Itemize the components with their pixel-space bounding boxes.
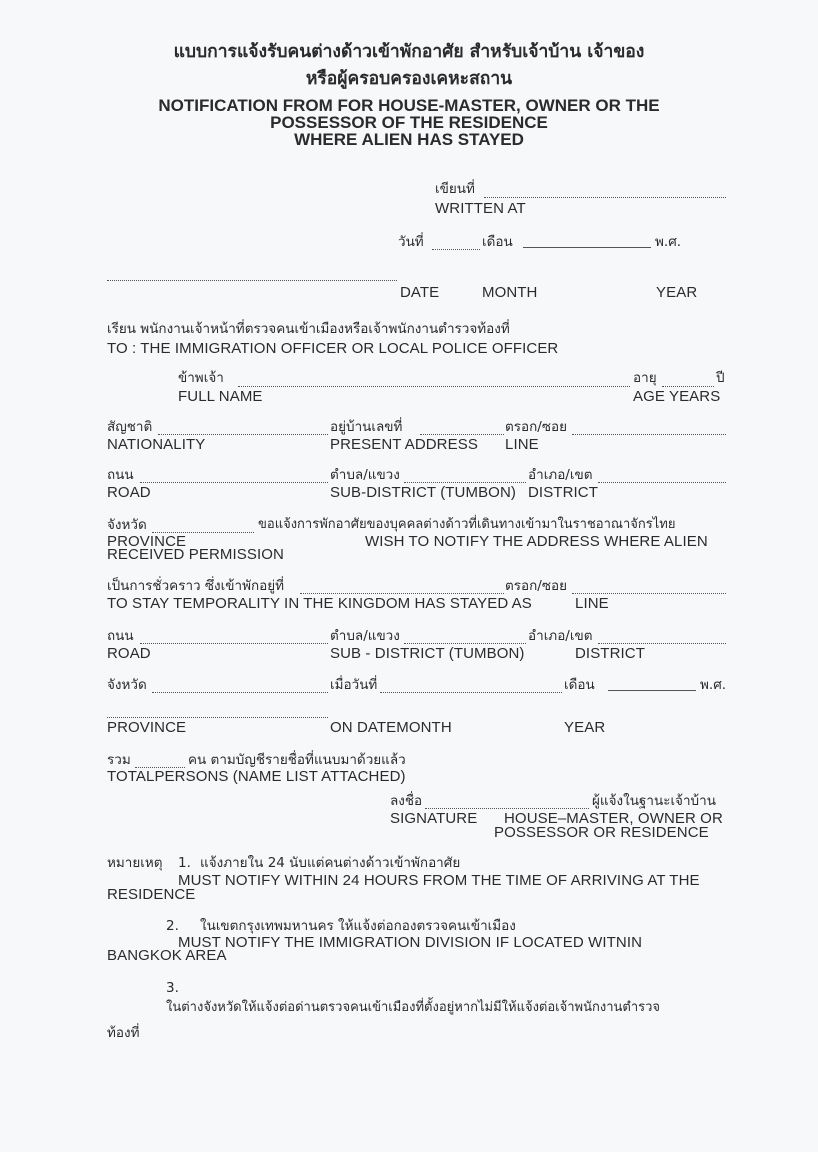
month2-field[interactable] [608, 690, 696, 691]
title-english-line-1: NOTIFICATION FROM FOR HOUSE-MASTER, OWNER OR THE [158, 96, 660, 115]
year2-label-th: พ.ศ. [700, 677, 727, 693]
signature-field[interactable] [425, 808, 589, 809]
remark-3-text-th-1: ในต่างจังหวัดให้แจ้งต่อด่านตรวจคนเข้าเมืองที่ตั้งอยู่หากไม่มีให้แจ้งต่อเจ้าพนักงานตำรวจ [166, 1000, 661, 1015]
total-persons-label-en: TOTALPERSONS (NAME LIST ATTACHED) [107, 768, 406, 785]
province2-field[interactable] [152, 692, 328, 693]
province2-label-en: PROVINCE [107, 719, 187, 736]
road-label-en: ROAD [107, 484, 151, 501]
province-label-th: จังหวัด [107, 517, 147, 533]
age-label-en: AGE YEARS [633, 388, 721, 405]
road2-label-th: ถนน [107, 628, 134, 644]
address-field[interactable] [420, 434, 504, 435]
written-at-label-en: WRITTEN AT [435, 200, 526, 217]
stay-address-field[interactable] [300, 593, 504, 594]
remark-2-text-en-2: BANGKOK AREA [107, 947, 227, 964]
full-name-label-th: ข้าพเจ้า [178, 370, 224, 386]
stay-lane-field[interactable] [572, 593, 726, 594]
wish-notify-label-en: WISH TO NOTIFY THE ADDRESS WHERE ALIEN [365, 533, 708, 550]
district-field[interactable] [598, 482, 726, 483]
remark-2-text-th: ในเขตกรุงเทพมหานคร ให้แจ้งต่อกองตรวจคนเข้าเมือง [200, 918, 516, 934]
district2-label-en: DISTRICT [575, 645, 645, 662]
signature-label-en: SIGNATURE [390, 810, 478, 827]
written-at-label-th: เขียนที่ [435, 181, 475, 197]
stay-label-en: TO STAY TEMPORALITY IN THE KINGDOM HAS STAYED AS [107, 595, 532, 612]
signature-label-th: ลงชื่อ [390, 793, 423, 809]
month-label-en: MONTH [482, 284, 538, 301]
on-date-field[interactable] [380, 692, 562, 693]
subdistrict2-label-th: ตำบล/แขวง [330, 628, 400, 644]
full-name-field[interactable] [238, 386, 630, 387]
subdistrict2-label-en: SUB - DISTRICT (TUMBON) [330, 645, 525, 662]
to-label-en: TO : THE IMMIGRATION OFFICER OR LOCAL POLICE OFFICER [107, 340, 559, 357]
year2-field[interactable] [107, 717, 328, 718]
remark-2-number: 2. [166, 918, 179, 934]
on-date-label-th: เมื่อวันที่ [330, 677, 378, 693]
province-label-en: PROVINCE [107, 533, 187, 550]
date-label-en: DATE [400, 284, 440, 301]
nationality-label-en: NATIONALITY [107, 436, 206, 453]
year-label-en: YEAR [656, 284, 698, 301]
title-thai-line-1: แบบการแจ้งรับคนต่างด้าวเข้าพักอาศัย สำหรับเจ้าบ้าน เจ้าของ [173, 42, 645, 62]
road-label-th: ถนน [107, 467, 134, 483]
year-field[interactable] [107, 280, 397, 281]
district-label-en: DISTRICT [528, 484, 598, 501]
lane-field[interactable] [572, 434, 726, 435]
nationality-label-th: สัญชาติ [107, 419, 153, 435]
month-label-th: เดือน [482, 234, 513, 250]
subdistrict2-field[interactable] [404, 643, 526, 644]
to-label-th: เรียน พนักงานเจ้าหน้าที่ตรวจคนเข้าเมืองหรือเจ้าพนักงานตำรวจท้องที่ [107, 321, 510, 337]
day-label-th: วันที่ [398, 234, 424, 250]
address-label-th: อยู่บ้านเลขที่ [330, 419, 403, 435]
stay-label-th: เป็นการชั่วคราว ซึ่งเข้าพักอยู่ที่ [107, 578, 285, 594]
district-label-th: อำเภอ/เขต [528, 467, 593, 483]
received-permission-label-en: RECEIVED PERMISSION [107, 546, 284, 563]
full-name-label-en: FULL NAME [178, 388, 263, 405]
remark-1-number: 1. [178, 855, 191, 871]
year2-label-en: YEAR [564, 719, 606, 736]
day-field[interactable] [432, 249, 480, 250]
road-field[interactable] [140, 482, 328, 483]
district2-label-th: อำเภอ/เขต [528, 628, 593, 644]
subdistrict-label-th: ตำบล/แขวง [330, 467, 400, 483]
remark-2-text-en-1: MUST NOTIFY THE IMMIGRATION DIVISION IF LOCATED WITNIN [178, 934, 643, 951]
notifier-status-label-th: ผู้แจ้งในฐานะเจ้าบ้าน [592, 793, 716, 809]
on-date-label-en: ON DATEMONTH [330, 719, 452, 736]
written-at-field[interactable] [484, 197, 726, 198]
subdistrict-label-en: SUB-DISTRICT (TUMBON) [330, 484, 516, 501]
month2-label-th: เดือน [564, 677, 595, 693]
lane-label-en: LINE [505, 436, 539, 453]
stay-lane-label-th: ตรอก/ซอย [505, 578, 568, 594]
month-field[interactable] [523, 247, 651, 248]
subdistrict-field[interactable] [404, 482, 526, 483]
stay-lane-label-en: LINE [575, 595, 609, 612]
address-label-en: PRESENT ADDRESS [330, 436, 478, 453]
age-field[interactable] [662, 386, 714, 387]
road2-field[interactable] [140, 643, 328, 644]
remark-1-text-en-1: MUST NOTIFY WITHIN 24 HOURS FROM THE TIME OF ARRIVING AT THE [178, 872, 700, 889]
notifier-status-label-en-1: HOUSE–MASTER, OWNER OR [504, 810, 723, 827]
remark-3-number: 3. [166, 980, 179, 996]
age-label-th: อายุ [633, 370, 657, 386]
district2-field[interactable] [598, 643, 726, 644]
notifier-status-label-en-2: POSSESSOR OR RESIDENCE [494, 824, 709, 841]
remark-1-text-th: แจ้งภายใน 24 นับแต่คนต่างด้าวเข้าพักอาศัย [200, 855, 461, 871]
lane-label-th: ตรอก/ซอย [505, 419, 568, 435]
years-label-th: ปี [716, 370, 725, 386]
title-thai-line-2: หรือผู้ครอบครองเคหะสถาน [305, 69, 513, 89]
title-english-line-2: POSSESSOR OF THE RESIDENCE [270, 113, 548, 132]
province2-label-th: จังหวัด [107, 677, 147, 693]
remark-1-text-en-2: RESIDENCE [107, 886, 196, 903]
year-label-th: พ.ศ. [655, 234, 682, 250]
nationality-field[interactable] [158, 434, 328, 435]
remark-3-text-th-2: ท้องที่ [107, 1025, 140, 1041]
road2-label-en: ROAD [107, 645, 151, 662]
remarks-label-th: หมายเหตุ [107, 855, 163, 871]
title-english-line-3: WHERE ALIEN HAS STAYED [294, 130, 524, 149]
persons-label-th: คน ตามบัญชีรายชื่อที่แนบมาด้วยแล้ว [188, 752, 406, 768]
total-label-th: รวม [107, 752, 131, 768]
wish-notify-label-th: ขอแจ้งการพักอาศัยของบุคคลต่างด้าวที่เดินทางเข้ามาในราชอาณาจักรไทย [258, 517, 676, 532]
